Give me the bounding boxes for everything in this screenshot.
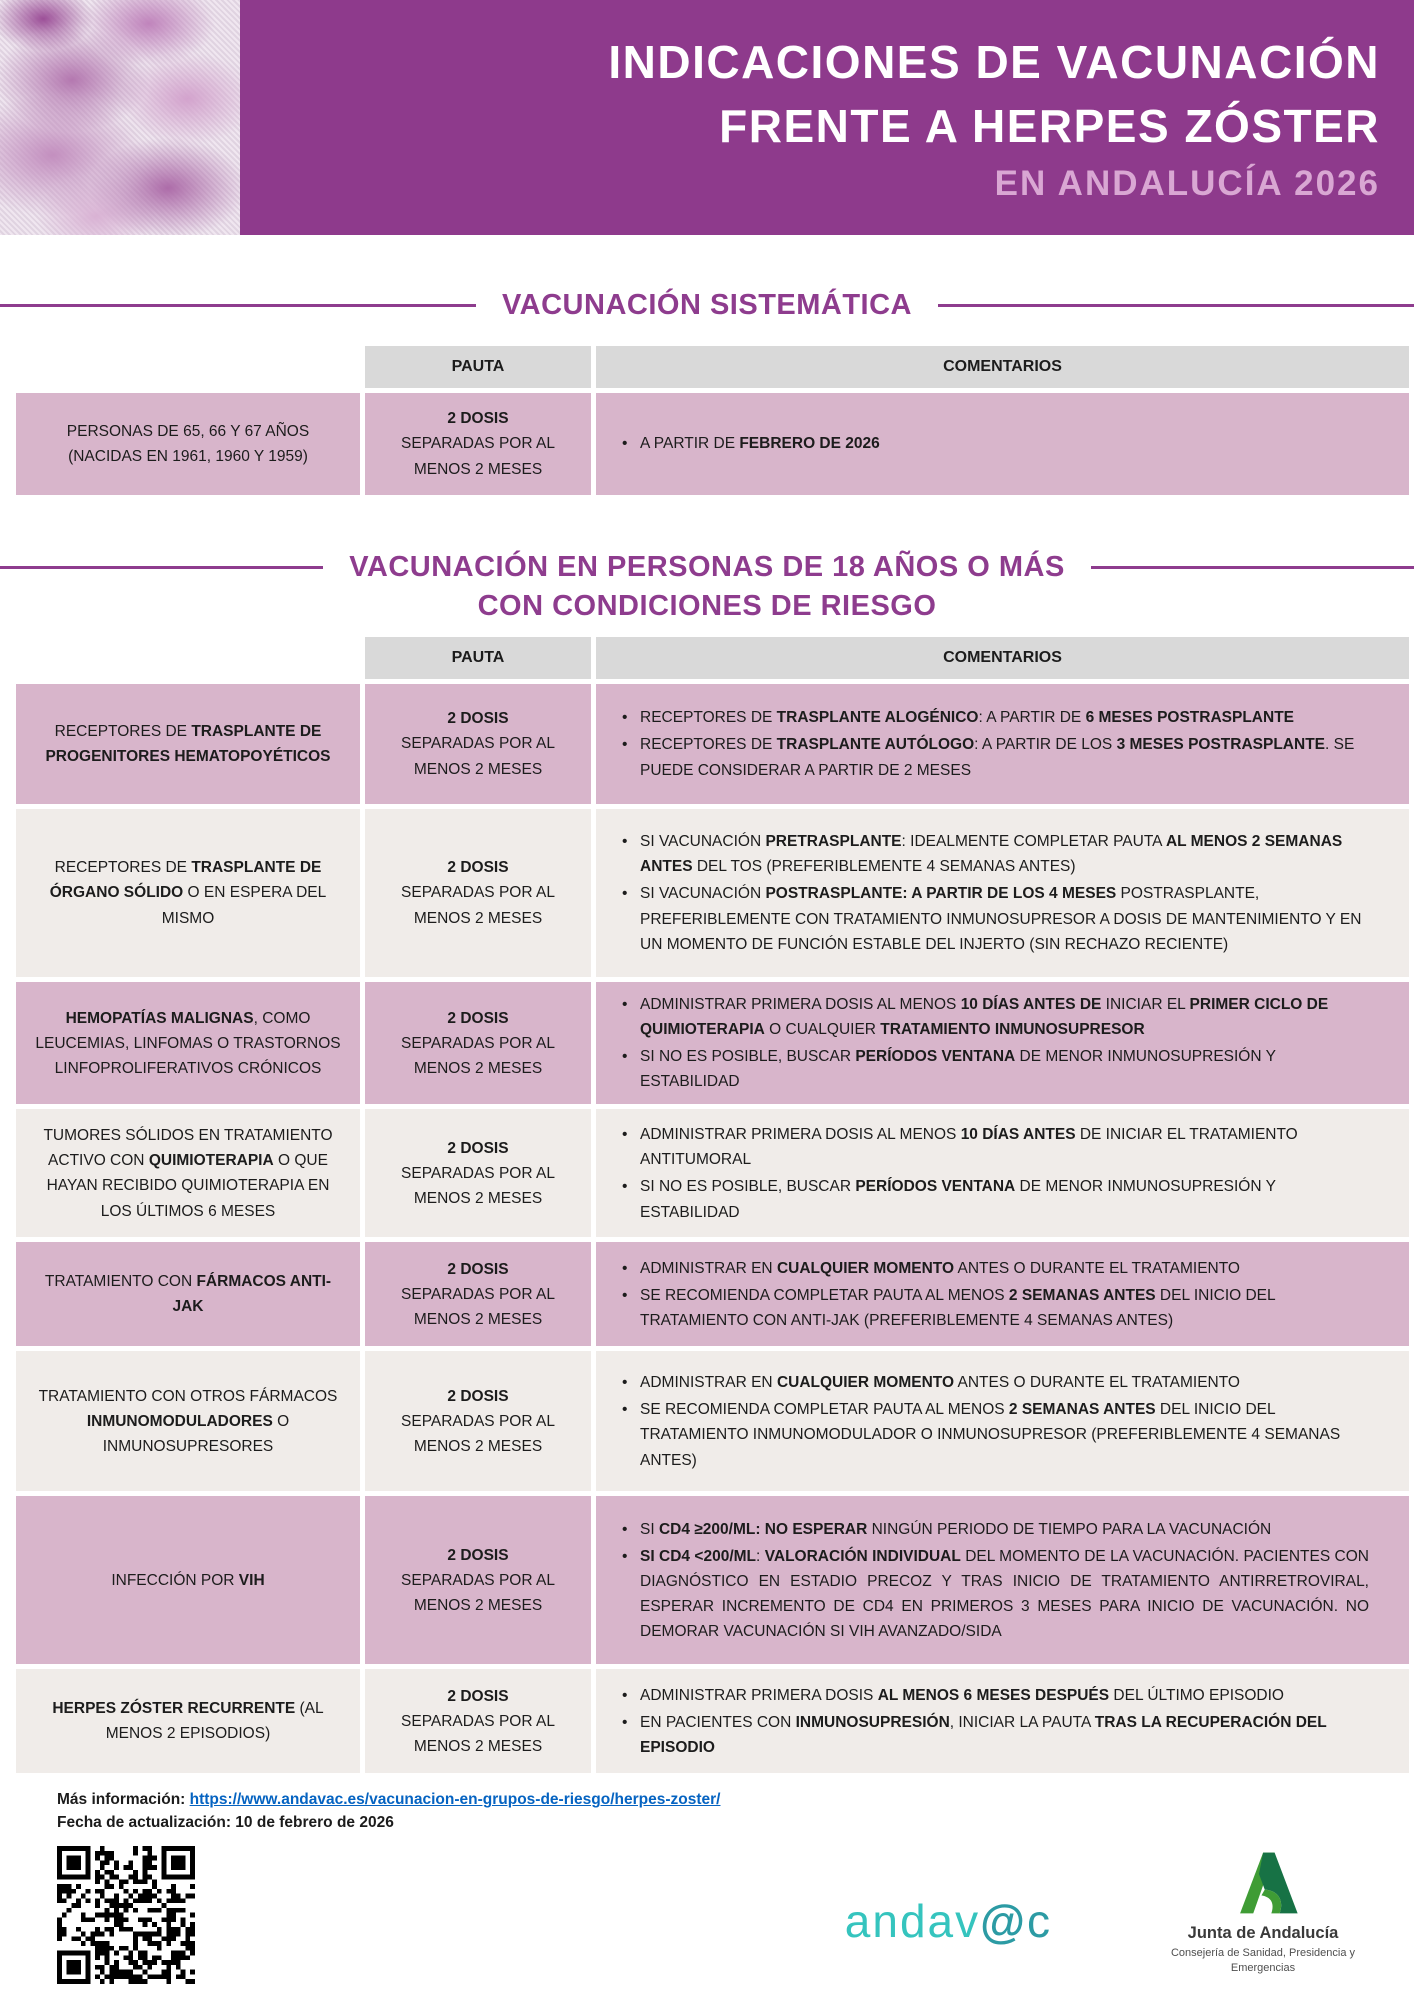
footer-info [57,1789,1394,1834]
qr-code [57,1846,195,1984]
comment-bullet: • RECEPTORES DE TRASPLANTE AUTÓLOGO: A PARTIR DE LOS 3 MESES POSTRASPLANTE. SE PUEDE CONSIDERAR A PARTIR DE 2 MESES [616,732,1369,782]
comment-bullet: • SI CD4 <200/ML: VALORACIÓN INDIVIDUAL DEL MOMENTO DE LA VACUNACIÓN. PACIENTES CON DIAGNÓSTICO EN ESTADIO PRECOZ Y TRAS INICIO DE TRATAMIENTO ANTIRRETROVIRAL, ESPERAR INCREMENTO DE CD4 EN PRIMEROS 3 MESES PARA INICIO DE VACUNACIÓN. NO DEMORAR VACUNACIÓN SI VIH AVANZADO/SIDA [616,1544,1369,1644]
comment-bullet: • SE RECOMIENDA COMPLETAR PAUTA AL MENOS 2 SEMANAS ANTES DEL INICIO DEL TRATAMIENTO INMUNOMODULADOR O INMUNOSUPRESOR (PREFERIBLEMENTE 4 SEMANAS ANTES) [616,1397,1369,1472]
heading-rule-right [1091,566,1414,569]
comment-bullet: • SI NO ES POSIBLE, BUSCAR PERÍODOS VENTANA DE MENOR INMUNOSUPRESIÓN Y ESTABILIDAD [616,1044,1369,1094]
section-systematic-title: VACUNACIÓN SISTEMÁTICA [501,289,913,321]
schedule-label: SEPARADAS POR AL MENOS 2 MESES [401,1571,555,1614]
risk-row-anti-jak [16,1242,1409,1346]
comments-cell [596,684,1409,804]
group-cell [16,1669,360,1773]
pauta-cell [365,982,591,1104]
comment-bullet: • ADMINISTRAR EN CUALQUIER MOMENTO ANTES O DURANTE EL TRATAMIENTO [616,1370,1369,1395]
column-header-pauta: PAUTA [365,637,591,679]
banner [0,0,1414,235]
comments-cell [596,982,1409,1104]
more-info-label: Más información: [57,1791,186,1809]
comment-bullet: • RECEPTORES DE TRASPLANTE ALOGÉNICO: A PARTIR DE 6 MESES POSTRASPLANTE [616,705,1369,730]
schedule-label: SEPARADAS POR AL MENOS 2 MESES [401,1034,555,1077]
junta-subtitle: Consejería de Sanidad, Presidencia y Emergencias [1170,1947,1356,1974]
section-risk-heading [0,551,1414,584]
column-header-pauta: PAUTA [365,346,591,388]
more-info-line [57,1789,1394,1811]
schedule-label: SEPARADAS POR AL MENOS 2 MESES [401,884,555,927]
group-cell [16,1496,360,1664]
risk-row-hiv [16,1496,1409,1664]
dose-label: 2 DOSIS [447,1387,509,1405]
andavac-logo [845,1894,1052,1948]
comment-bullet: • SE RECOMIENDA COMPLETAR PAUTA AL MENOS 2 SEMANAS ANTES DEL INICIO DEL TRATAMIENTO CON ANTI-JAK (PREFERIBLEMENTE 4 SEMANAS ANTES) [616,1283,1369,1333]
schedule-label: SEPARADAS POR AL MENOS 2 MESES [401,1164,555,1207]
comments-cell [596,1669,1409,1773]
update-date-label: Fecha de actualización: 10 de febrero de 2026 [57,1813,394,1831]
pauta-cell [365,1669,591,1773]
dose-label: 2 DOSIS [447,859,509,877]
schedule-label: SEPARADAS POR AL MENOS 2 MESES [401,435,555,478]
group-cell [16,982,360,1104]
systematic-table-header [16,346,1409,388]
risk-row-recurrent-zoster [16,1669,1409,1773]
group-label: HEMOPATÍAS MALIGNAS, COMO LEUCEMIAS, LINFOMAS O TRASTORNOS LINFOPROLIFERATIVOS CRÓNICOS [35,1009,341,1077]
comments-cell [596,1496,1409,1664]
group-cell [16,393,360,495]
more-info-link[interactable]: https://www.andavac.es/vacunacion-en-grupos-de-riesgo/herpes-zoster/ [189,1791,721,1809]
schedule-label: SEPARADAS POR AL MENOS 2 MESES [401,1285,555,1328]
comment-bullet: • SI VACUNACIÓN POSTRASPLANTE: A PARTIR DE LOS 4 MESES POSTRASPLANTE, PREFERIBLEMENTE CON TRATAMIENTO INMUNOSUPRESOR A DOSIS DE MANTENIMIENTO Y EN UN MOMENTO DE FUNCIÓN ESTABLE DEL INJERTO (SIN RECHAZO RECIENTE) [616,881,1369,956]
group-cell [16,684,360,804]
comment-bullet: • SI CD4 ≥200/ML: NO ESPERAR NINGÚN PERIODO DE TIEMPO PARA LA VACUNACIÓN [616,1517,1369,1542]
dose-label: 2 DOSIS [447,1009,509,1027]
banner-titles [240,0,1414,235]
pauta-cell [365,393,591,495]
group-label: HERPES ZÓSTER RECURRENTE (AL MENOS 2 EPISODIOS) [52,1700,324,1743]
pauta-cell [365,1242,591,1346]
schedule-label: SEPARADAS POR AL MENOS 2 MESES [401,1412,555,1455]
schedule-label: SEPARADAS POR AL MENOS 2 MESES [401,735,555,778]
risk-row-solid-organ-transplant [16,809,1409,977]
section-risk-title-line2: CON CONDICIONES DE RIESGO [477,590,937,622]
group-cell [16,809,360,977]
dose-label: 2 DOSIS [447,410,509,428]
column-header-comentarios: COMENTARIOS [596,346,1409,388]
group-label: TUMORES SÓLIDOS EN TRATAMIENTO ACTIVO CON QUIMIOTERAPIA O QUE HAYAN RECIBIDO QUIMIOTERAPIA EN LOS ÚLTIMOS 6 MESES [43,1127,333,1220]
dose-label: 2 DOSIS [447,1139,509,1157]
page-title-line1: INDICACIONES DE VACUNACIÓN [608,36,1380,89]
group-label: RECEPTORES DE TRASPLANTE DE PROGENITORES HEMATOPOYÉTICOS [45,722,331,765]
group-cell [16,1109,360,1237]
junta-a-icon [1222,1846,1304,1920]
andavac-logo-text-end: c [1027,1895,1052,1948]
heading-rule-left [0,566,323,569]
herpes-micrograph-image [0,0,240,235]
dose-label: 2 DOSIS [447,1546,509,1564]
group-label: INFECCIÓN POR VIH [111,1571,265,1589]
andavac-logo-text: andav [844,1895,981,1948]
comment-bullet: • SI NO ES POSIBLE, BUSCAR PERÍODOS VENTANA DE MENOR INMUNOSUPRESIÓN Y ESTABILIDAD [616,1174,1369,1224]
page-subtitle: EN ANDALUCÍA 2026 [994,163,1380,203]
risk-row-hematopoietic-transplant [16,684,1409,804]
comment-bullet: • ADMINISTRAR PRIMERA DOSIS AL MENOS 6 MESES DESPUÉS DEL ÚLTIMO EPISODIO [616,1683,1369,1708]
pauta-cell [365,1496,591,1664]
heading-rule-left [0,304,476,307]
pauta-cell [365,1351,591,1491]
comment-bullet: • ADMINISTRAR PRIMERA DOSIS AL MENOS 10 DÍAS ANTES DE INICIAR EL TRATAMIENTO ANTITUMORAL [616,1122,1369,1172]
pauta-cell [365,1109,591,1237]
group-label: RECEPTORES DE TRASPLANTE DE ÓRGANO SÓLIDO O EN ESPERA DEL MISMO [49,859,327,927]
comment-bullet: • A PARTIR DE FEBRERO DE 2026 [616,431,1369,456]
comment-bullet: • ADMINISTRAR EN CUALQUIER MOMENTO ANTES O DURANTE EL TRATAMIENTO [616,1256,1369,1281]
comment-bullet: • EN PACIENTES CON INMUNOSUPRESIÓN, INICIAR LA PAUTA TRAS LA RECUPERACIÓN DEL EPISODIO [616,1710,1369,1760]
group-label: TRATAMIENTO CON FÁRMACOS ANTI-JAK [44,1273,332,1316]
comment-bullet: • ADMINISTRAR PRIMERA DOSIS AL MENOS 10 DÍAS ANTES DE INICIAR EL PRIMER CICLO DE QUIMIOTERAPIA O CUALQUIER TRATAMIENTO INMUNOSUPRESOR [616,992,1369,1042]
comments-cell [596,1242,1409,1346]
risk-row-immunomodulators [16,1351,1409,1491]
group-label: PERSONAS DE 65, 66 Y 67 AÑOS (NACIDAS EN 1961, 1960 Y 1959) [66,422,310,465]
group-label: TRATAMIENTO CON OTROS FÁRMACOS INMUNOMODULADORES O INMUNOSUPRESORES [38,1387,338,1455]
comments-cell [596,1109,1409,1237]
dose-label: 2 DOSIS [447,1687,509,1705]
risk-table-header [16,637,1409,679]
comments-cell [596,809,1409,977]
schedule-label: SEPARADAS POR AL MENOS 2 MESES [401,1712,555,1755]
systematic-table-row [16,393,1409,495]
comment-bullet: • SI VACUNACIÓN PRETRASPLANTE: IDEALMENTE COMPLETAR PAUTA AL MENOS 2 SEMANAS ANTES DEL TOS (PREFERIBLEMENTE 4 SEMANAS ANTES) [616,829,1369,879]
group-cell [16,1242,360,1346]
junta-title: Junta de Andalucía [1187,1924,1339,1943]
dose-label: 2 DOSIS [447,1260,509,1278]
pauta-cell [365,809,591,977]
junta-andalucia-logo [1138,1846,1388,1975]
page-title-line2: FRENTE A HERPES ZÓSTER [719,99,1380,152]
risk-row-hematologic-malignancies [16,982,1409,1104]
section-systematic-heading [0,289,1414,322]
header-spacer [16,346,360,388]
pauta-cell [365,684,591,804]
header-spacer [16,637,360,679]
heading-rule-right [938,304,1414,307]
andavac-at-icon: @ [980,1895,1027,1948]
comments-cell [596,1351,1409,1491]
comments-cell [596,393,1409,495]
dose-label: 2 DOSIS [447,710,509,728]
footer-logos-row [57,1846,1388,1984]
group-cell [16,1351,360,1491]
column-header-comentarios: COMENTARIOS [596,637,1409,679]
risk-row-solid-tumors [16,1109,1409,1237]
section-risk-title-line1: VACUNACIÓN EN PERSONAS DE 18 AÑOS O MÁS [349,551,1065,583]
